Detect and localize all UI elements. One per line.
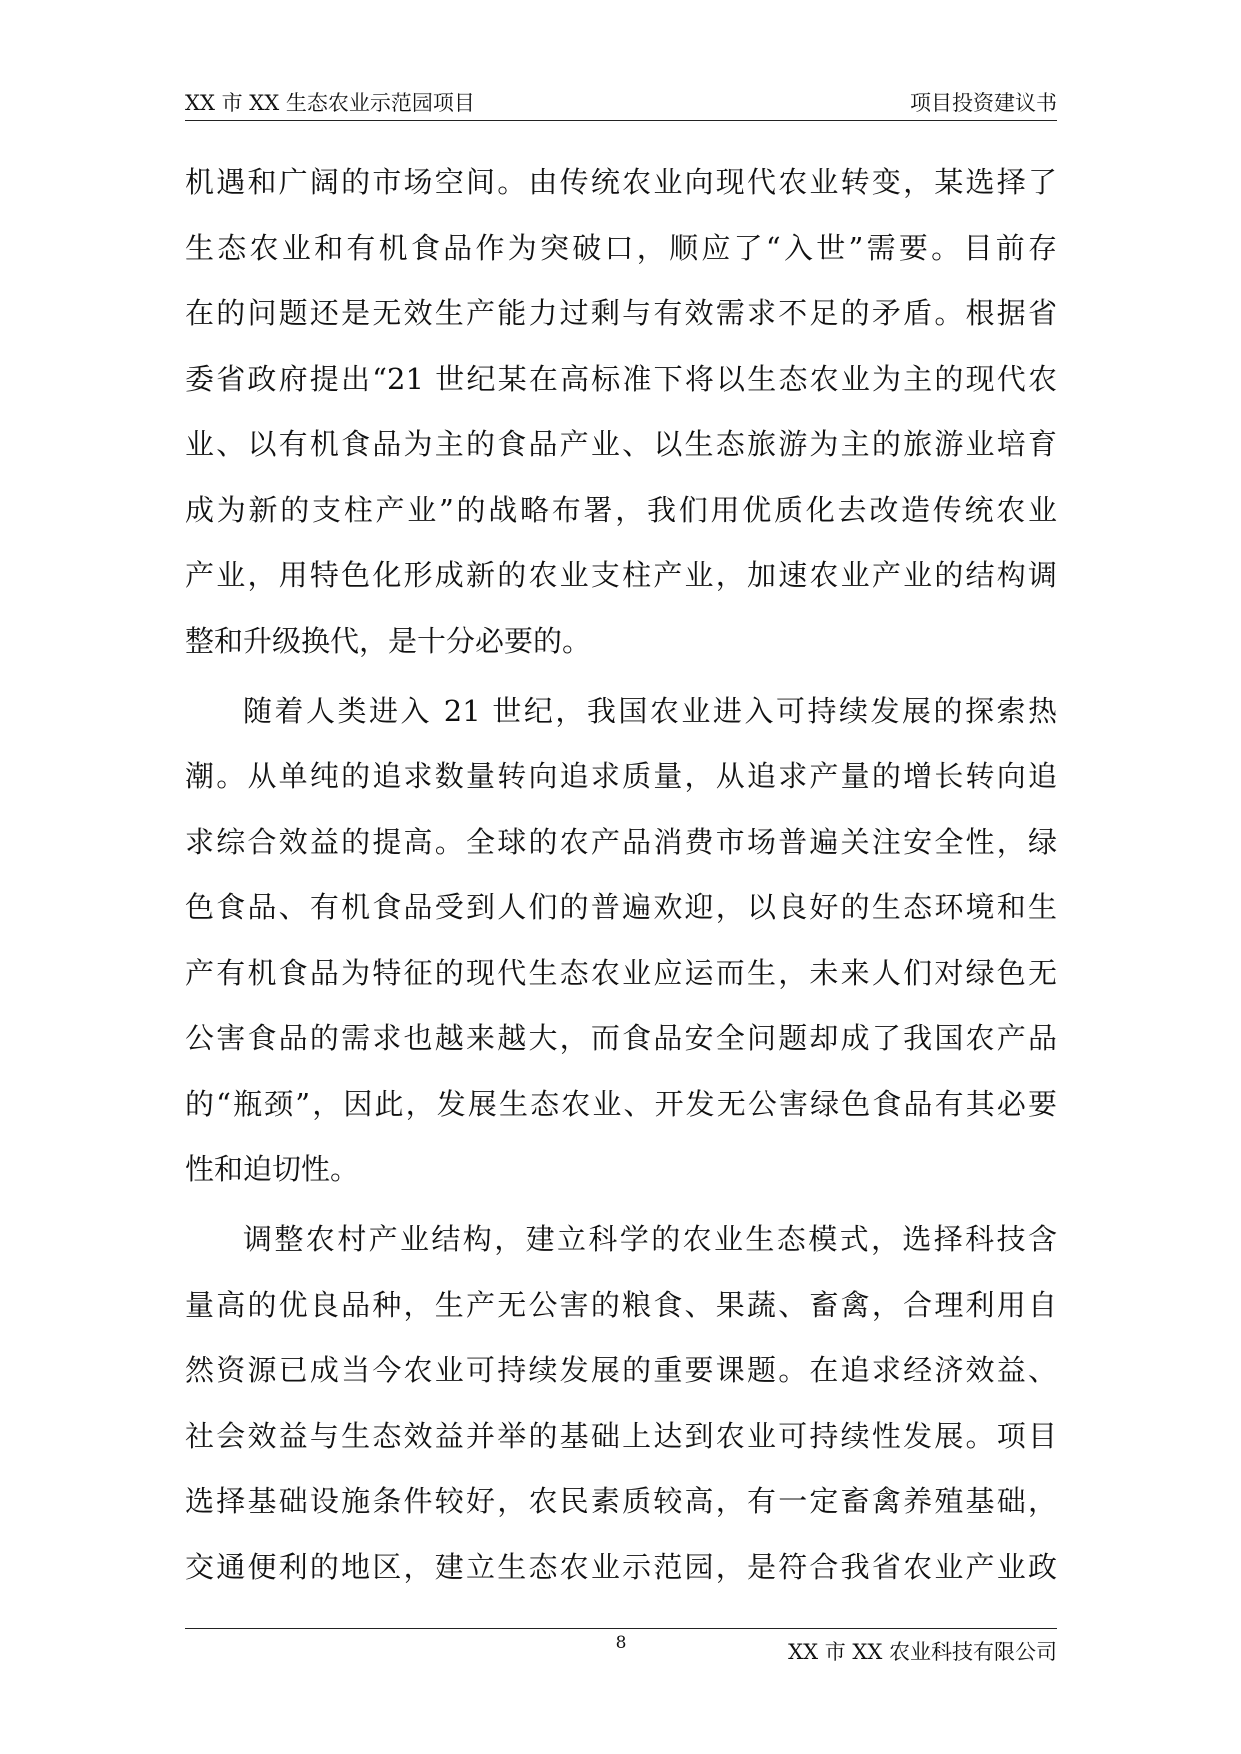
page-body — [185, 150, 1057, 1600]
body-line: 求综合效益的提高。全球的农产品消费市场普遍关注安全性，绿 — [185, 824, 1057, 859]
body-line: 性和迫切性。 — [185, 1152, 360, 1186]
paragraph — [185, 1207, 1057, 1600]
body-line: 在的问题还是无效生产能力过剩与有效需求不足的矛盾。根据省 — [185, 296, 1057, 330]
body-line: 量高的优良品种，生产无公害的粮食、果蔬、畜禽，合理利用自 — [185, 1287, 1057, 1322]
body-line: 潮。从单纯的追求数量转向追求质量，从追求产量的增长转向追 — [185, 759, 1057, 793]
paragraph — [185, 150, 1057, 674]
body-line: 整和升级换代，是十分必要的。 — [185, 623, 592, 658]
body-line: 产有机食品为特征的现代生态农业应运而生，未来人们对绿色无 — [185, 955, 1057, 990]
body-line: 随着人类进入 21 世纪，我国农业进入可持续发展的探索热 — [243, 693, 1057, 728]
body-line: 然资源已成当今农业可持续发展的重要课题。在追求经济效益、 — [185, 1353, 1057, 1387]
body-line: 公害食品的需求也越来越大，而食品安全问题却成了我国农产品 — [185, 1021, 1057, 1055]
body-line: 机遇和广阔的市场空间。由传统农业向现代农业转变，某选择了 — [185, 165, 1057, 199]
body-line: 的“瓶颈”，因此，发展生态农业、开发无公害绿色食品有其必要 — [185, 1086, 1057, 1121]
body-line: 成为新的支柱产业”的战略布署，我们用优质化去改造传统农业 — [185, 492, 1057, 527]
body-line: 产业，用特色化形成新的农业支柱产业，加速农业产业的结构调 — [185, 558, 1057, 592]
page-number: 8 — [615, 1633, 627, 1653]
body-line: 调整农村产业结构，建立科学的农业生态模式，选择科技含 — [243, 1222, 1057, 1256]
body-line: 色食品、有机食品受到人们的普遍欢迎，以良好的生态环境和生 — [185, 890, 1057, 924]
body-line: 选择基础设施条件较好，农民素质较高，有一定畜禽养殖基础， — [185, 1484, 1057, 1518]
paragraph — [185, 679, 1057, 1203]
body-line: 业、以有机食品为主的食品产业、以生态旅游为主的旅游业培育 — [185, 427, 1057, 461]
document-type: 项目投资建议书 — [910, 91, 1057, 115]
body-line: 交通便利的地区，建立生态农业示范园，是符合我省农业产业政 — [185, 1549, 1057, 1584]
document-title: XX 市 XX 生态农业示范园项目 — [185, 91, 475, 115]
company-name: XX 市 XX 农业科技有限公司 — [788, 1640, 1057, 1664]
page-footer — [185, 1628, 1057, 1679]
body-line: 生态农业和有机食品作为突破口，顺应了“入世”需要。目前存 — [185, 230, 1057, 265]
body-line: 委省政府提出“21 世纪某在高标准下将以生态农业为主的现代农 — [185, 361, 1057, 396]
page-header — [185, 90, 1057, 121]
body-line: 社会效益与生态效益并举的基础上达到农业可持续性发展。项目 — [185, 1418, 1057, 1453]
